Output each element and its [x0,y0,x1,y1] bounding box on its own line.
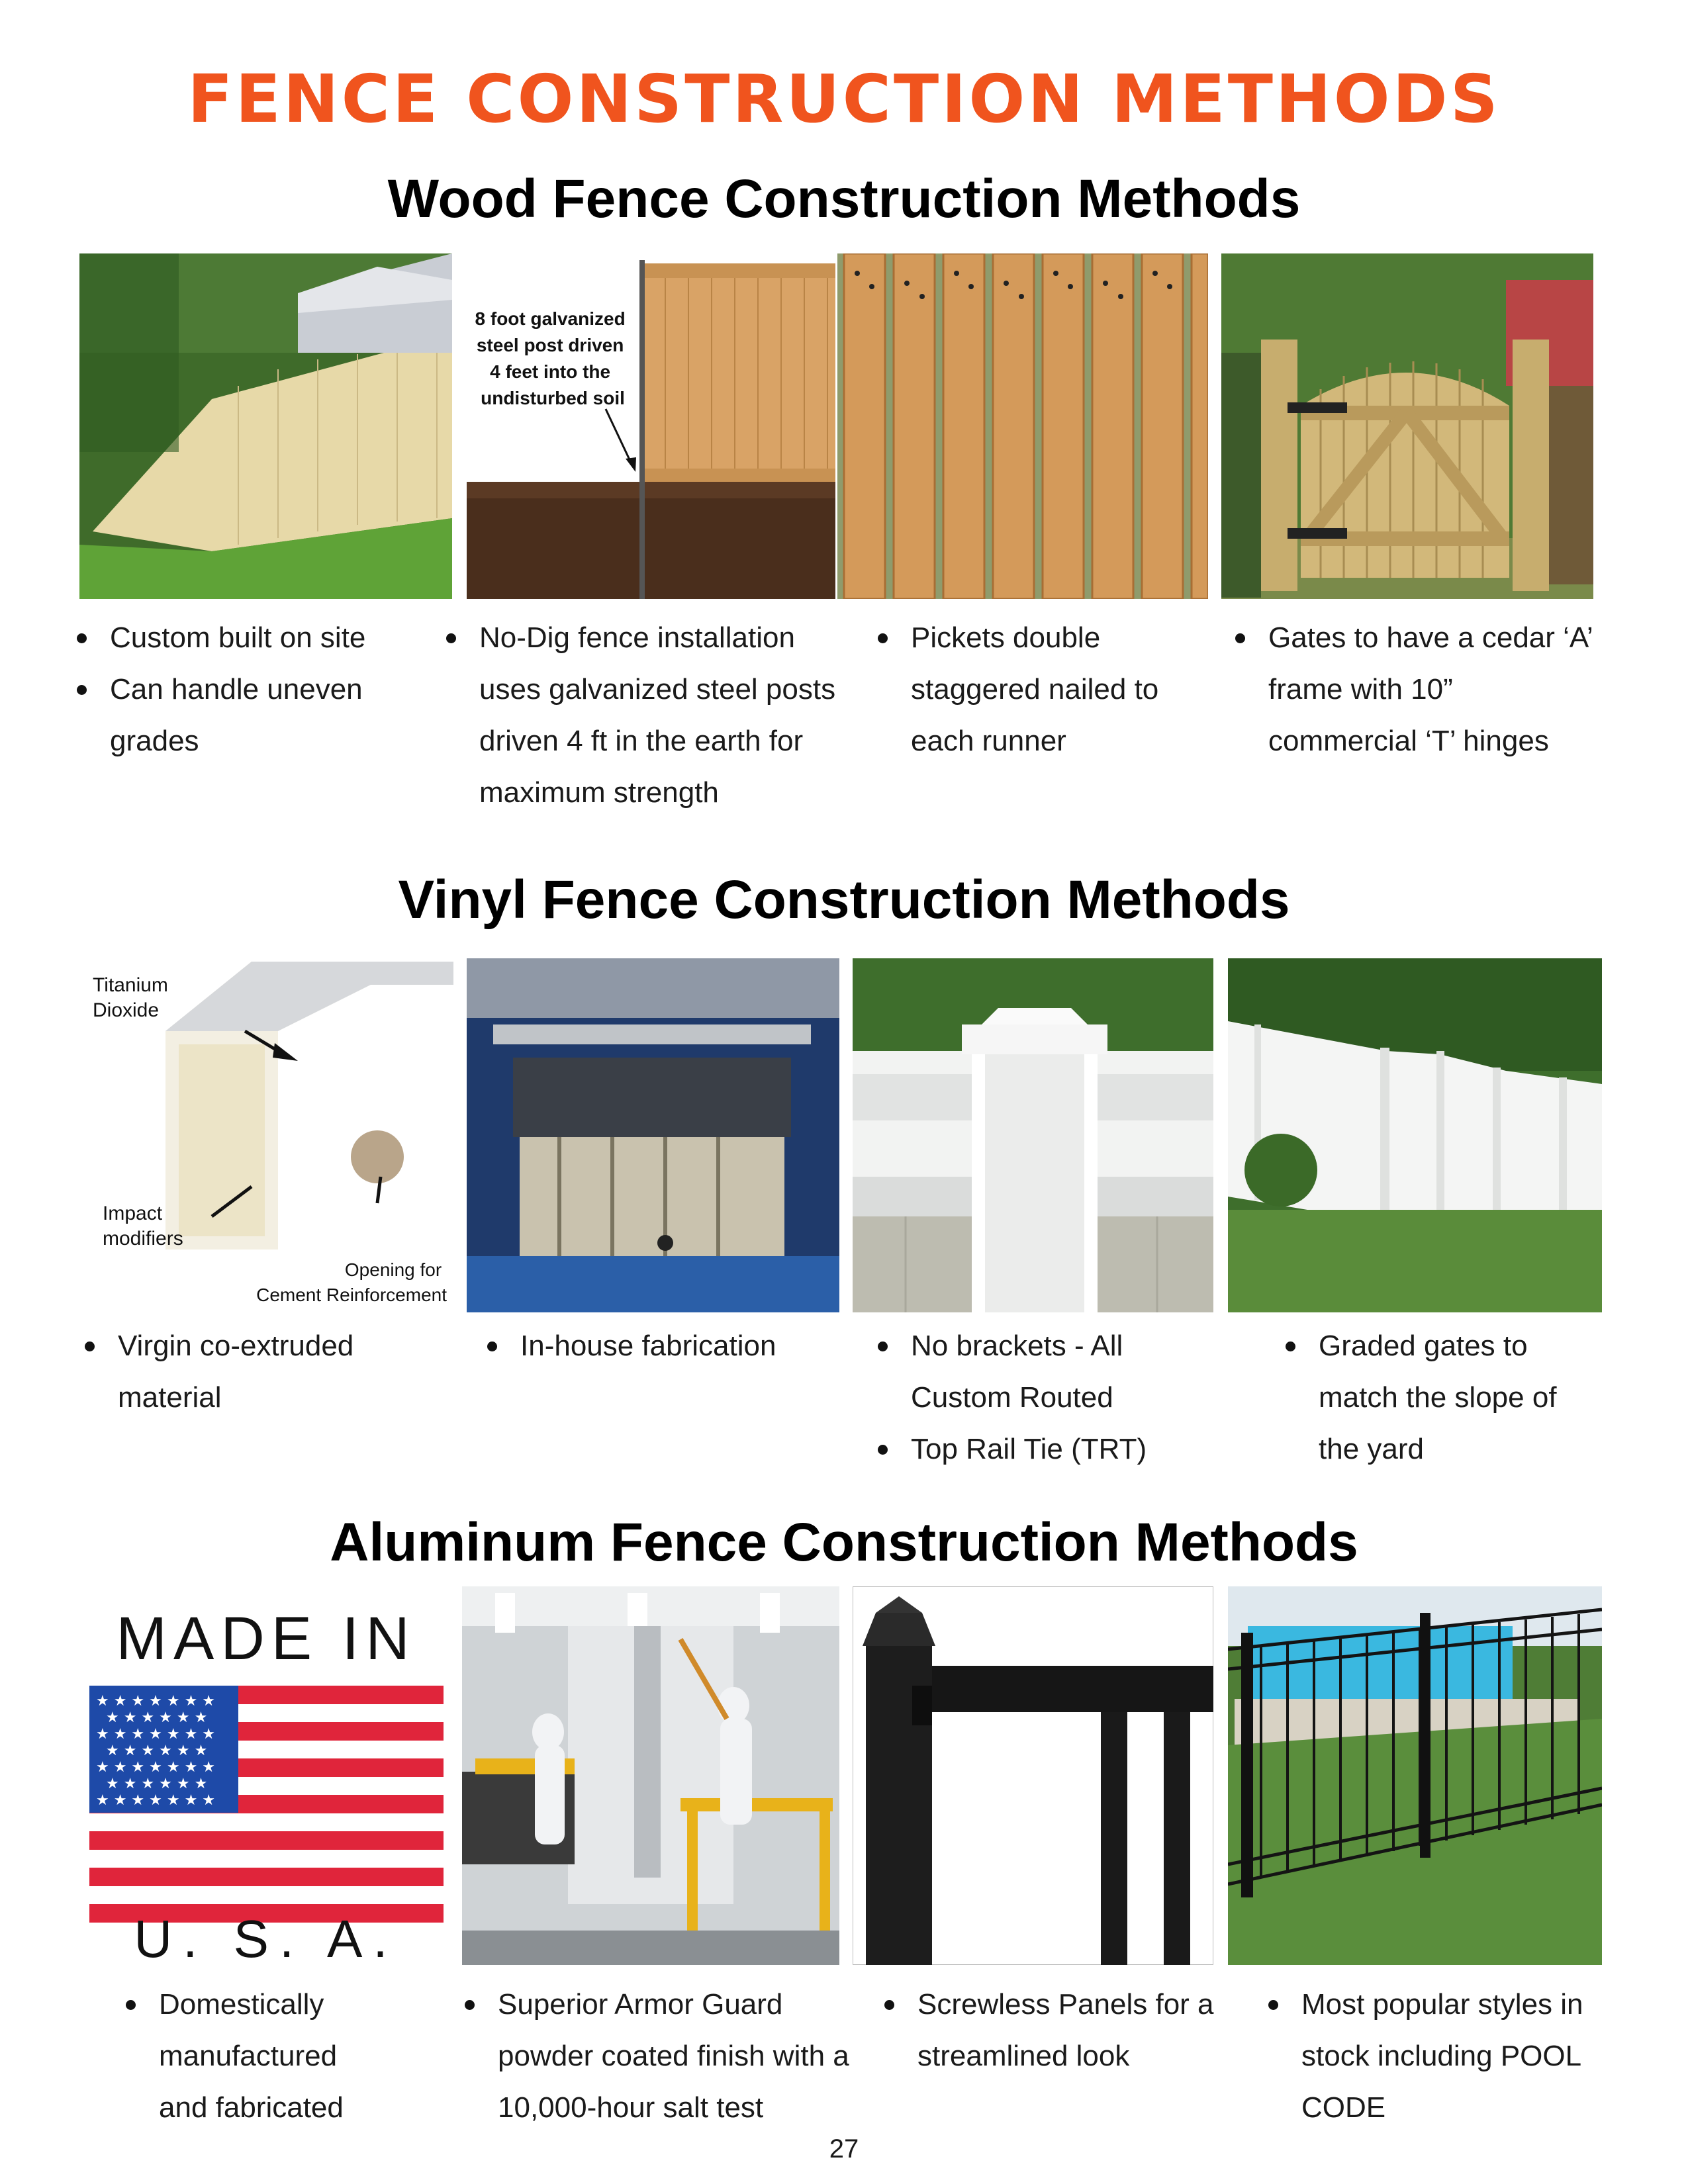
fabrication-machine-photo [467,958,839,1312]
vinyl-column-3 [875,1320,1180,1475]
galvanized-post-diagram [467,253,835,599]
wood-column-2 [444,612,854,819]
list-item: Most popular styles in stock including POOL CODE [1266,1979,1583,2134]
wood-column-4 [1233,612,1603,767]
made-in-usa-logo [79,1586,453,1965]
wood-column-3 [875,612,1219,767]
staggered-pickets-photo [837,253,1208,599]
powder-coating-photo [462,1586,839,1965]
aluminum-column-2 [462,1979,859,2134]
usa-text: U. S. A. [134,1909,399,1965]
list-item: No-Dig fence installation uses galvanized steel posts driven 4 ft in the earth for maximum strength [444,612,854,819]
list-item: In-house fabrication [485,1320,829,1372]
vinyl-graded-gate-photo [1228,958,1602,1312]
list-item: Superior Armor Guard powder coated finish with a 10,000-hour salt test [462,1979,859,2134]
wood-fence-slope-photo [79,253,452,599]
titanium-label-1: Titanium [93,974,168,996]
svg-text:★ ★ ★ ★ ★ ★: ★ ★ ★ ★ ★ ★ [106,1743,208,1759]
svg-text:★ ★ ★ ★ ★ ★ ★: ★ ★ ★ ★ ★ ★ ★ [96,1693,216,1709]
wood-section-title: Wood Fence Construction Methods [387,169,1301,229]
aluminum-section-title: Aluminum Fence Construction Methods [330,1512,1358,1572]
aluminum-column-1 [123,1979,388,2134]
list-item: No brackets - All Custom Routed [875,1320,1180,1424]
list-item: Virgin co-extruded material [82,1320,426,1424]
impact-label-1: Impact [103,1203,163,1224]
post-label-line-1: 8 foot galvanized [475,308,626,329]
vinyl-column-2 [485,1320,829,1372]
made-in-text: MADE IN [116,1605,416,1672]
svg-text:★ ★ ★ ★ ★ ★ ★: ★ ★ ★ ★ ★ ★ ★ [96,1726,216,1743]
list-item: Can handle uneven grades [74,664,418,767]
list-item: Graded gates to match the slope of the yard [1283,1320,1561,1475]
svg-text:★ ★ ★ ★ ★ ★ ★: ★ ★ ★ ★ ★ ★ ★ [96,1792,216,1809]
post-label-line-3: 4 feet into the [490,361,611,382]
wood-column-1 [74,612,418,767]
list-item: Pickets double staggered nailed to each runner [875,612,1219,767]
svg-text:★ ★ ★ ★ ★ ★ ★: ★ ★ ★ ★ ★ ★ ★ [96,1759,216,1776]
list-item: Gates to have a cedar ‘A’ frame with 10” commercial ‘T’ hinges [1233,612,1603,767]
titanium-label-2: Dioxide [93,999,160,1021]
svg-text:★ ★ ★ ★ ★ ★: ★ ★ ★ ★ ★ ★ [106,1709,208,1726]
vinyl-column-1 [82,1320,426,1424]
page-title: FENCE CONSTRUCTION METHODS [187,60,1501,138]
vinyl-section-title: Vinyl Fence Construction Methods [398,870,1290,930]
list-item: Custom built on site [74,612,418,664]
post-label-line-2: steel post driven [476,335,624,355]
page-number: 27 [829,2134,859,2163]
cedar-gate-photo [1221,253,1593,599]
screwless-panel-photo [853,1586,1213,1965]
list-item: Domestically manufactured and fabricated [123,1979,388,2134]
pool-code-fence-photo [1228,1586,1602,1965]
impact-label-2: modifiers [103,1228,183,1250]
opening-label-2: Cement Reinforcement [256,1285,447,1305]
aluminum-column-3 [882,1979,1226,2082]
vinyl-profile-diagram [79,958,453,1312]
svg-text:★ ★ ★ ★ ★ ★: ★ ★ ★ ★ ★ ★ [106,1776,208,1792]
vinyl-post-cap-photo [853,958,1213,1312]
vinyl-column-4 [1283,1320,1561,1475]
post-label-line-4: undisturbed soil [481,388,625,408]
opening-label-1: Opening for [344,1259,442,1280]
aluminum-column-4 [1266,1979,1583,2134]
list-item: Screwless Panels for a streamlined look [882,1979,1226,2082]
list-item: Top Rail Tie (TRT) [875,1424,1180,1475]
